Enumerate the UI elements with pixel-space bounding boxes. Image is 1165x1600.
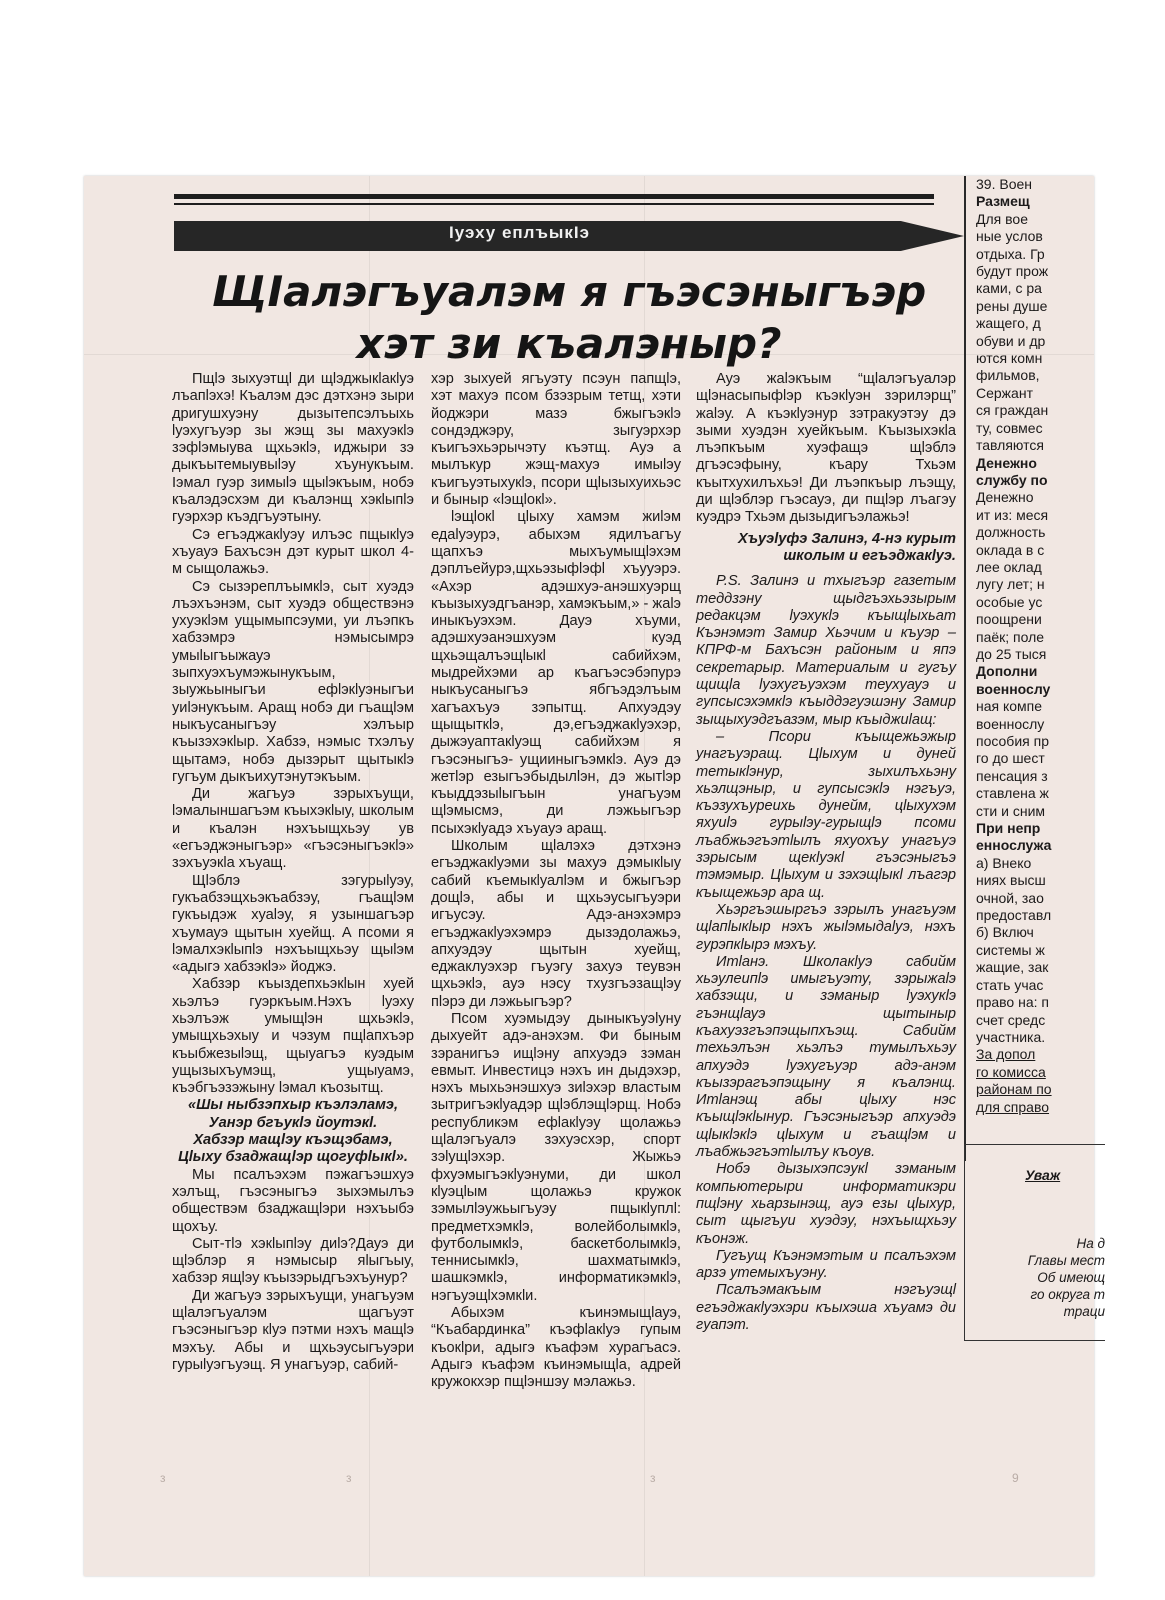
adjacent-column-line: особые ус <box>976 593 1043 610</box>
adjacent-column-line: ит из: меся <box>976 506 1049 523</box>
verse-line: «Шы ныбзэпхыр къэлэламэ, <box>188 1097 398 1114</box>
newspaper-page <box>84 176 1105 1576</box>
postscript-paragraph: Гугъущ Къэнэмэтым и псалъэхэм арзэ утемыхъуэну. <box>696 1247 956 1282</box>
adjacent-article-column <box>976 176 1106 1116</box>
postscript-paragraph: Итlанэ. Школакlуэ сабийм хьэулеипlэ имыгъуэту, зэрыжаlэ хабзэщи, и зэманыр lуэхукlэ гъэнщlауэ щытыныр къахуэзгъэпэщыпхъэщ. Сабийм техьэлъэн хьэлъэ тумылъхьэу апхуэдэ lуэхугъуэр адэ-анэм къызэрагъэпэщыну я къалэнщ. Итlанэщ абы цlыху нэс къыщlэкlынур. Гъэсэныгъэр апхуэдэ щlыкlэкlэ цlыхум и гъащlэм и лъабжьэгъэтlылъу къоув. <box>696 953 956 1161</box>
announcement-line: Об имеющ <box>1037 1270 1105 1285</box>
rubric-label: Iуэху еплъыкIэ <box>449 223 591 242</box>
announcement-line: траци <box>1063 1304 1105 1319</box>
faint-page-mark: з <box>650 1471 656 1485</box>
adjacent-column-line: для справо <box>976 1098 1050 1115</box>
verse-line: Хабзэр мащlэу къэщэбамэ, <box>193 1132 393 1149</box>
paragraph: Псом хуэмыдэу дыныкъуэlуну дыхуейт адэ-анэхэм. Фи быным зэранигъэ ищlэну апхуэдэ зэман евмыт. Инвестицэ нэхъ ин дыдэхэр, нэхъ мыхьэнэшхуэ зиlэхэр властым зытригъэкlуадэр щlэблэщlэрщ. Нобэ республикэм ефlакlуэу щолажьэ щlалэгъуалэ зэхуэсхэр, спорт зэlущlэхэр. Жыжьэ фхуэмыгъэкlуэнуми, ди школ кlуэцlым щолажьэ кружок зэмылlэужьыгъуэу пщыкlуплl: предметхэмкlэ, волейболымкlэ, футболымкlэ, баскетболымкlэ, теннисымкlэ, шахматымкlэ, шашкэмкlэ, информатикэмкlэ, нэгъуэщlхэмкlи. <box>431 1010 681 1304</box>
article-column-3 <box>696 371 956 1334</box>
announcement-line: Главы мест <box>1027 1253 1105 1268</box>
adjacent-column-line: лугу лет; н <box>976 576 1045 593</box>
adjacent-column-line: Дополни <box>976 663 1038 680</box>
adjacent-column-line: отдыха. Гр <box>976 245 1045 262</box>
adjacent-column-line: паёк; полe <box>976 628 1045 645</box>
faint-page-mark: з <box>160 1471 166 1485</box>
adjacent-column-line: ту, совмес <box>976 419 1043 436</box>
adjacent-column-line: Для вое <box>976 210 1028 227</box>
adjacent-column-line: Размещ <box>976 193 1030 210</box>
adjacent-column-line: будут прож <box>976 263 1049 280</box>
article-column-2 <box>431 371 681 1392</box>
adjacent-column-line: лее оклад <box>976 558 1042 575</box>
adjacent-column-line: стать учас <box>976 976 1044 993</box>
adjacent-column-line: ниях высш <box>976 872 1046 889</box>
paragraph: Щlэблэ зэгурыlуэу, гукъабзэщхьэкъабзэу, гъащlэм гукъыдэж хуаlэу, я узыншагъэр хъумауэ щытын хуейщ. А псоми я lэмалхэкlыпlэ нэхъыщхьэу щыlэм «адыгэ хабзэкlэ» йоджэ. <box>172 872 414 976</box>
postscript-paragraph: P.S. Залинэ и тхыгъэр газетым теддзэну щыдгъэхьэзырым редакцэм lуэхукlэ къыщlыхьат Къэнэмэт Замир Хьэчим и къуэр – КПРФ-м Бахъсэн районым и япэ секретарыр. Материалым и гугъу щищlа lуэхугъуэхэм теухуауэ и гупсысэхэмкlэ къыддэгуэшэну Замир зыщыхуэдгъазэм, мыр къыджиlащ: <box>696 573 956 728</box>
adjacent-column-line: го до шест <box>976 750 1045 767</box>
adjacent-column-line: 39. Воен <box>976 176 1032 192</box>
adjacent-column-line: ся граждан <box>976 402 1049 419</box>
adjacent-column-line: обуви и др <box>976 332 1046 349</box>
faint-page-mark: з <box>346 1471 352 1485</box>
adjacent-column-line: районам по <box>976 1081 1052 1098</box>
adjacent-column-line: до 25 тыся <box>976 645 1047 662</box>
postscript-paragraph: Хьэргъэшыргъэ зэрылъ унагъуэм щlапlыкlыр нэхъ жыlэмыдаlуэ, нэхъ гурэпкlырэ мэхъу. <box>696 901 956 953</box>
adjacent-column-line: а) Внеко <box>976 854 1032 871</box>
announcement-box <box>964 1144 1105 1341</box>
header-rule <box>174 194 934 199</box>
adjacent-column-line: сти и сним <box>976 802 1046 819</box>
adjacent-column-line: ются комн <box>976 350 1043 367</box>
article-headline <box>179 266 959 370</box>
adjacent-column-line: участника. <box>976 1028 1046 1045</box>
verse-line: Уанэр бгъукlэ йоутэкl. <box>208 1114 378 1131</box>
adjacent-column-line: еннослужа <box>976 837 1052 854</box>
headline-line-2: хэт зи къалэныр? <box>356 319 782 368</box>
adjacent-column-line: жащие, зак <box>976 959 1049 976</box>
paragraph: хэр зыхуей ягъуэту псэун папщlэ, хэт махуэ псом бзэзрым тетщ, хэти йоджэри мазэ бжыгъэкlэ сондэджэру, зыгуэрхэр къигъэхьэрычэту къэтщ. Ауэ а мылъкур жэщ-махуэ имыlэу къигъуэтыхукlэ, псори щlызыхуихьэс и быныр «lэщlокl». <box>431 371 681 509</box>
adjacent-column-line: поощрени <box>976 611 1042 628</box>
adjacent-column-line: пенсация з <box>976 767 1048 784</box>
adjacent-column-line: рены душе <box>976 297 1048 314</box>
verse-line: Цlыху бзаджащlэр щогуфlыкl». <box>178 1149 408 1166</box>
adjacent-column-line: фильмов, <box>976 367 1040 384</box>
paragraph: Сэ егъэджакlуэу илъэс пщыкlуэ хъуауэ Бахъсэн дэт курыт школ 4-м сыщолажьэ. <box>172 526 414 578</box>
headline-line-1: ЩIалэгъуалэм я гъэсэныгъэр <box>211 267 927 316</box>
adjacent-column-line: За допол <box>976 1046 1036 1063</box>
adjacent-column-line: ная компе <box>976 698 1043 715</box>
paragraph: Хабзэр къыздепхьэкlын хуей хьэлъэ гуэркъым.Нэхъ lуэху хьэлъэж умыщlэн щхьэкlэ, умыщхьэхыу и чэзум пщlапхъэр къыбжезыlэщ, щыуагъэ куэдым ущызыхъумэщ, ущыуамэ, къэбгъэзэжыну lэмал къозытщ. <box>172 976 414 1097</box>
paragraph: Мы псалъэхэм пэжагъэшхуэ хэлъщ, гъэсэныгъэ зыхэмылъэ обществэм бзаджащlэри нэхъыбэ щохъу. <box>172 1166 414 1235</box>
adjacent-column-line: При непр <box>976 820 1041 837</box>
postscript-paragraph: Псалъэмакъым нэгъуэщl егъэджакlуэхэри къыхэша хъуамэ ди гуапэт. <box>696 1282 956 1334</box>
paragraph: lэщlокl цlыху хамэм жиlэм едаlуэурэ, абыхэм ядилъагъу щапхъэ мыхъумыщlэхэм дэплъейурэ,щхьэзыфlэфl хъууэрэ. «Ахэр адэшхуэ-анэшхуэрщ къызыхуэдгъанэр, хамэкъым,» - жаlэ иныкъуэхэм. Дауэ хъуми, адэшхуэанэшхуэм куэд щхьэщалъэщlыкl сабийхэм, мыдрейхэми ар къагъэсэбэпурэ ныкъусаныгъэ ябгъэдэлъым хагъахъуэ зэпытщ. Апхуэдэу щыщыткlэ, дэ,егъэджакlуэхэр, дыжэуаптакlуэщ сабийхэм я гъэсэныгъэ- ущииныгъэмкlэ. Ауэ дэ жетlэр езыгъэбыдылlэн, дэ жытlэр къыддэзыlыгъын унагъуэм щlэмысмэ, ди лэжьыгъэр псыхэкlуадэ хъуауэ аращ. <box>431 509 682 837</box>
adjacent-column-line: Денежно <box>976 489 1034 506</box>
adjacent-column-line: службу по <box>976 471 1048 488</box>
author-signature-line-1: Хъуэlуфэ Залинэ, 4-нэ курыт <box>738 530 956 547</box>
adjacent-column-line: военнослу <box>976 715 1045 732</box>
adjacent-column-line: б) Включ <box>976 924 1034 941</box>
paragraph: Ауэ жаlэкъым “щlалэгъуалэр щlэнасыпыфlэр къэкlуэн зэрилэрщ” жаlэу. А къэкlуэнур зэтракуэтэу дэ зыми хуэдэн хуейкъым. Къызыхэкlа лъэпкъым хуэфащэ щlэблэ дгъэсэфыну, къару Тхьэм къытхухилъхьэ! Ди лъэпкъыр лъэщу, ди щlэблэр гъэсауэ, ди пщlэр лъагэу куэдрэ Тхьэм дызыдигъэлажьэ! <box>696 371 956 526</box>
column-divider <box>964 176 966 1161</box>
adjacent-column-line: Сержант <box>976 384 1033 401</box>
adjacent-column-line: тавляются <box>976 437 1044 454</box>
faint-page-mark: 9 <box>1012 1471 1019 1485</box>
adjacent-column-line: системы ж <box>976 941 1045 958</box>
announcement-title: Уваж <box>1025 1167 1061 1183</box>
adjacent-column-line: счет средс <box>976 1011 1046 1028</box>
adjacent-column-line: право на: п <box>976 994 1049 1011</box>
adjacent-column-line: очной, зао <box>976 889 1044 906</box>
paragraph: Ди жагъуэ зэрыхъущи, lэмалыншагъэм къыхэкlыу, школым и къалэн нэхъыщхьэу ув «егъэджэныгъэр» «гъэсэныгъэкlэ» зэхъуэкlа хъуащ. <box>172 786 414 872</box>
paragraph: Ди жагъуэ зэрыхъущи, унагъуэм щlалэгъуалэм щагъуэт гъэсэныгъэр кlуэ пэтми нэхъ мащlэ мэхъу. Абы и щхьэусыгъуэри гурыlуэгъуэщ. Я унагъуэр, сабий- <box>172 1287 414 1373</box>
adjacent-column-line: пособия пр <box>976 733 1049 749</box>
adjacent-column-line: должность <box>976 524 1046 541</box>
adjacent-column-line: предоставл <box>976 907 1052 924</box>
paragraph: Пщlэ зыхуэтщl ди щlэджыкlакlуэ лъапlэхэ! Къалэм дэс дэтхэнэ зыри дригушхуэну дызытепсэлъыхь lуэхугъуэр зы жэщ зы махуэкlэ зэфlэмыува щхьэкlэ, иджыри зэ дыкъытемыувыlэу хъунукъым. Iэмал гуэр зимыlэ щыlэкъым, нобэ къалэдэсхэм ди къалэнщ хэкlыпlэ гуэрхэр къэдгъуэтыну. <box>172 371 414 526</box>
adjacent-column-line: ками, с ра <box>976 280 1042 297</box>
postscript-paragraph: Нобэ дызыхэпсэукl зэманым компьютерыри информатикэри пщlэну хьарзынэщ, ауэ езы цlыхур, сыт щыгъуи хуэдэу, нэхъыщхьэу къонэж. <box>696 1161 956 1247</box>
paragraph: Сыт-тlэ хэкlыпlэу диlэ?Дауэ ди щlэблэр я нэмысыр яlыгъыу, хабзэр ящlэу къызэрыдгъэхъунур? <box>172 1235 414 1287</box>
adjacent-column-line: ные услов <box>976 228 1043 245</box>
announcement-text <box>975 1235 1105 1320</box>
adjacent-column-line: го комисса <box>976 1063 1046 1080</box>
paragraph: Школым щlалэхэ дэтхэнэ егъэджакlуэми зы махуэ дэмыкlыу сабий къемыкlуалlэм и бжыгъэр дощlэ, абы и щхьэусыгъуэри игъусэу. Адэ-анэхэмрэ егъэджакlуэхэмрэ дызэдолажьэ, апхуэдэу щытын хуейщ, еджаклуэхэр гъуэгу захуэ теувэн щхьэкlэ, ауэ нэсу тхузгъэзащlэу пlэрэ ди лэжьыгъэр? <box>431 838 681 1010</box>
paragraph: Абыхэм къинэмыщlауэ, “Къабардинка” къэфlакlуэ гупым къокlри, адыгэ къафэм хурагъасэ. Адыгэ къафэм къинэмыщlа, адрей кружокхэр пщlэншэу мэлажьэ. <box>431 1305 681 1391</box>
paragraph: Сэ сызэреплъымкlэ, сыт хуэдэ лъэхъэнэм, сыт хуэдэ обществэнэ ухуэкlэм ущымыпсэуми, уи лъэпкъ хабзэмрэ нэмысымрэ умыlыгъыжауэ зыпхуэхъумэжынукъым, зыужьыныгъи ефlэкlуэныгъи уиlэнукъым. Аращ нобэ ди гъащlэм ныкъусаныгъэу хэлъыр къызэхэкlыр. Хабзэ, нэмыс тхэлъу щытамэ, нобэ дызэрыт щытыкlэ гугъум дыкъихутэнутэкъым. <box>172 578 414 785</box>
adjacent-column-line: ставлена ж <box>976 785 1049 802</box>
header-rule-thin <box>174 203 934 205</box>
adjacent-column-line: жащего, д <box>976 315 1041 332</box>
author-signature-line-2: школым и егъэджакlуэ. <box>783 547 956 564</box>
adjacent-column-line: оклада в с <box>976 541 1045 558</box>
article-column-1 <box>172 371 414 1374</box>
adjacent-column-line: Денежно <box>976 454 1037 471</box>
announcement-line: го округа т <box>1030 1287 1105 1302</box>
postscript-paragraph: – Псори къыщежьэжыр унагъуэращ. Цlыхум и дуней тетыкlэнур, зыхилъхьэну хьэлщэныр, и гупсысэкlэ нэгъуэ, къэзухъуреихь дунейм, цlыхухэм яхуиlэ гурыlэу-гурыщlэ псоми лъабжьэгъэтlылъ яхуохъу унагъуэ зэрысым щекlуэкl гъэсэныгъэ тэмэмыр. Цlыхум и зэхэщlыкl лъагэр къыщежьэр ара щ. <box>696 728 956 901</box>
adjacent-column-line: военнослу <box>976 680 1051 697</box>
announcement-line: На д <box>1076 1236 1105 1251</box>
